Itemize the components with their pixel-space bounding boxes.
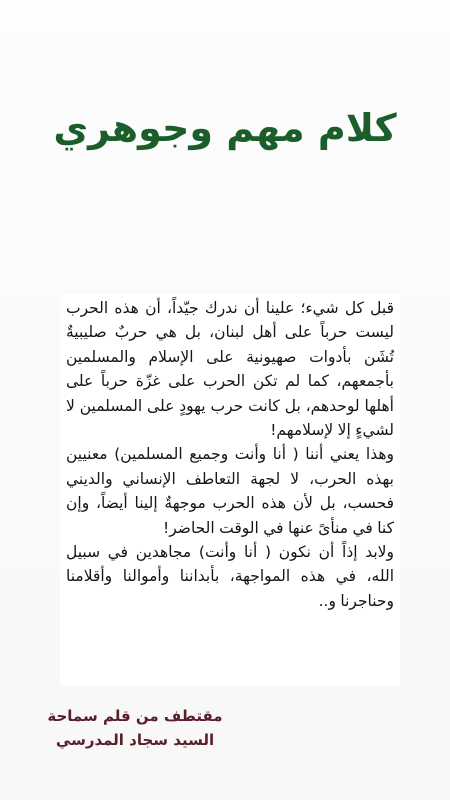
article-body	[66, 296, 394, 613]
page-title: كلام مهم وجوهري	[53, 106, 397, 150]
attribution-line-2: السيد سجاد المدرسي	[55, 731, 215, 749]
article-card	[60, 294, 400, 686]
article-paragraph-3: ولابد إذاً أن نكون ( أنا وأنت) مجاهدين في سبيل الله، في هذه المواجهة، بأبداننا وأموالنا وأقلامنا وحناجرنا و..	[66, 543, 394, 610]
article-paragraph-2: وهذا يعني أننا ( أنا وأنت وجميع المسلمين) معنيين بهذه الحرب، لا لجهة التعاطف الإنساني والديني فحسب، بل لأن هذه الحرب موجهةٌ إلينا أيضاً، وإن كنا في منأىً عنها في الوقت الحاضر!	[66, 445, 394, 537]
article-paragraph-1: قبل كل شيء؛ علينا أن ندرك جيّداً، أن هذه الحرب ليست حرباً على أهل لبنان، بل هي حربٌ صليبيةٌ تُشَن بأدوات صهيونية على الإسلام والمسلمين بأجمعهم، كما لم تكن الحرب على غزّة حرباً على أهلها لوحدهم، بل كانت حرب يهودٍ على المسلمين لا لشيءٍ إلا لإسلامهم!	[66, 299, 394, 440]
attribution-line-1: مقتطف من قلم سماحة	[47, 707, 223, 725]
attribution	[40, 704, 230, 752]
